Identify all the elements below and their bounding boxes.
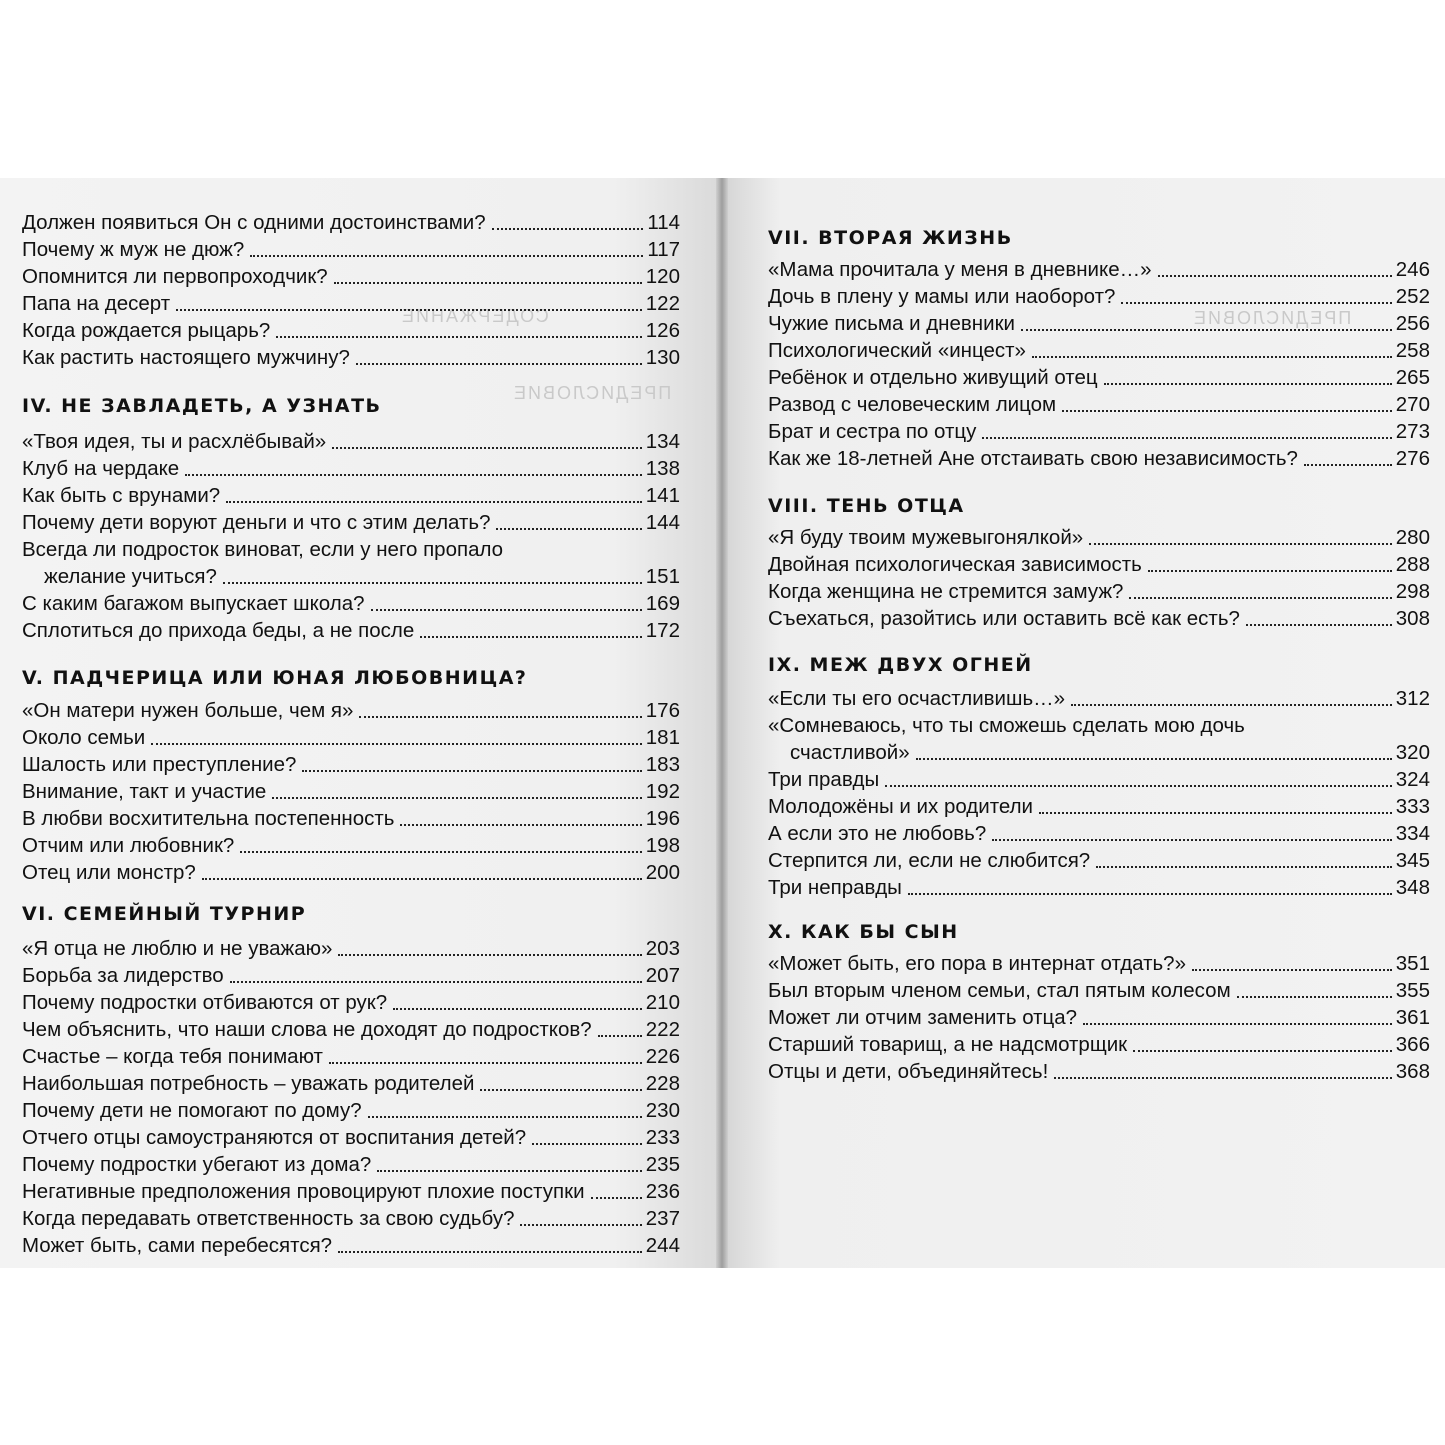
- toc-entry: Развод с человеческим лицом 270: [768, 393, 1430, 416]
- section-heading: VIII. ТЕНЬ ОТЦА: [768, 495, 965, 517]
- toc-entry: Может ли отчим заменить отца? 361: [768, 1006, 1430, 1029]
- toc-entry: Около семьи 181: [22, 726, 680, 749]
- toc-entry: А если это не любовь? 334: [768, 822, 1430, 845]
- toc-entry: Когда женщина не стремится замуж? 298: [768, 580, 1430, 603]
- toc-entry: Клуб на чердаке 138: [22, 457, 680, 480]
- toc-entry: Брат и сестра по отцу 273: [768, 420, 1430, 443]
- toc-entry: Молодожёны и их родители 333: [768, 795, 1430, 818]
- toc-entry: «Твоя идея, ты и расхлёбывай» 134: [22, 430, 680, 453]
- section-heading: V. ПАДЧЕРИЦА ИЛИ ЮНАЯ ЛЮБОВНИЦА?: [22, 667, 528, 689]
- show-through-text: ПРЕДИСЛОВИЕ: [1192, 308, 1352, 328]
- toc-entry: Психологический «инцест» 258: [768, 339, 1430, 362]
- section-heading: IV. НЕ ЗАВЛАДЕТЬ, А УЗНАТЬ: [22, 395, 382, 417]
- toc-entry: Ребёнок и отдельно живущий отец 265: [768, 366, 1430, 389]
- toc-entry: Почему подростки убегают из дома? 235: [22, 1153, 680, 1176]
- toc-entry: «Может быть, его пора в интернат отдать?» 351: [768, 952, 1430, 975]
- toc-entry: Опомнится ли первопроходчик? 120: [22, 265, 680, 288]
- toc-entry: Чужие письма и дневники 256: [768, 312, 1430, 335]
- toc-entry: Отцы и дети, объединяйтесь! 368: [768, 1060, 1430, 1083]
- toc-entry: «Я отца не люблю и не уважаю» 203: [22, 937, 680, 960]
- toc-entry: Внимание, такт и участие 192: [22, 780, 680, 803]
- left-page: [0, 178, 722, 1268]
- toc-entry: С каким багажом выпускает школа? 169: [22, 592, 680, 615]
- toc-entry: Чем объяснить, что наши слова не доходят до подростков? 222: [22, 1018, 680, 1041]
- toc-entry: Шалость или преступление? 183: [22, 753, 680, 776]
- section-heading: VII. ВТОРАЯ ЖИЗНЬ: [768, 227, 1013, 249]
- section-heading: IX. МЕЖ ДВУХ ОГНЕЙ: [768, 654, 1033, 676]
- toc-entry: Отец или монстр? 200: [22, 861, 680, 884]
- section-heading: X. КАК БЫ СЫН: [768, 921, 959, 943]
- toc-entry: Как быть с врунами? 141: [22, 484, 680, 507]
- show-through-text: СОДЕРЖАНИЕ: [400, 306, 549, 326]
- toc-entry: Был вторым членом семьи, стал пятым колесом 355: [768, 979, 1430, 1002]
- toc-entry: Почему подростки отбиваются от рук? 210: [22, 991, 680, 1014]
- toc-entry: Дочь в плену у мамы или наоборот? 252: [768, 285, 1430, 308]
- toc-entry: Почему дети воруют деньги и что с этим делать? 144: [22, 511, 680, 534]
- toc-entry: Как же 18-летней Ане отстаивать свою независимость? 276: [768, 447, 1430, 470]
- toc-entry: Когда передавать ответственность за свою судьбу? 237: [22, 1207, 680, 1230]
- toc-entry: Три правды 324: [768, 768, 1430, 791]
- toc-entry: Старший товарищ, а не надсмотрщик 366: [768, 1033, 1430, 1056]
- toc-entry: Негативные предположения провоцируют плохие поступки 236: [22, 1180, 680, 1203]
- toc-entry: Должен появиться Он с одними достоинствами? 114: [22, 211, 680, 234]
- toc-entry: Сплотиться до прихода беды, а не после 172: [22, 619, 680, 642]
- toc-entry: Двойная психологическая зависимость 288: [768, 553, 1430, 576]
- toc-entry: Съехаться, разойтись или оставить всё как есть? 308: [768, 607, 1430, 630]
- book-spread: [0, 178, 1445, 1268]
- toc-entry: «Если ты его осчастливишь…» 312: [768, 687, 1430, 710]
- show-through-text: ПРЕДИСЛОВИЕ: [512, 383, 672, 403]
- toc-entry: Счастье – когда тебя понимают 226: [22, 1045, 680, 1068]
- toc-entry: Отчего отцы самоустраняются от воспитания детей? 233: [22, 1126, 680, 1149]
- toc-entry: «Я буду твоим мужевыгонялкой» 280: [768, 526, 1430, 549]
- toc-entry: «Он матери нужен больше, чем я» 176: [22, 699, 680, 722]
- toc-entry: Борьба за лидерство 207: [22, 964, 680, 987]
- toc-entry: Отчим или любовник? 198: [22, 834, 680, 857]
- toc-entry: Почему дети не помогают по дому? 230: [22, 1099, 680, 1122]
- toc-entry: Всегда ли подросток виноват, если у него пропало желание учиться? 151: [22, 538, 680, 588]
- toc-entry: «Сомневаюсь, что ты сможешь сделать мою дочь счастливой» 320: [768, 714, 1430, 764]
- toc-entry: В любви восхитительна постепенность 196: [22, 807, 680, 830]
- section-heading: VI. СЕМЕЙНЫЙ ТУРНИР: [22, 903, 307, 925]
- toc-entry: Стерпится ли, если не слюбится? 345: [768, 849, 1430, 872]
- toc-entry: Может быть, сами перебесятся? 244: [22, 1234, 680, 1257]
- toc-entry: Когда рождается рыцарь? 126: [22, 319, 680, 342]
- toc-entry: Три неправды 348: [768, 876, 1430, 899]
- toc-entry: «Мама прочитала у меня в дневнике…» 246: [768, 258, 1430, 281]
- toc-entry: Почему ж муж не дюж? 117: [22, 238, 680, 261]
- book-gutter: [716, 178, 728, 1268]
- toc-entry: Как растить настоящего мужчину? 130: [22, 346, 680, 369]
- toc-entry: Папа на десерт 122: [22, 292, 680, 315]
- toc-entry: Наибольшая потребность – уважать родителей 228: [22, 1072, 680, 1095]
